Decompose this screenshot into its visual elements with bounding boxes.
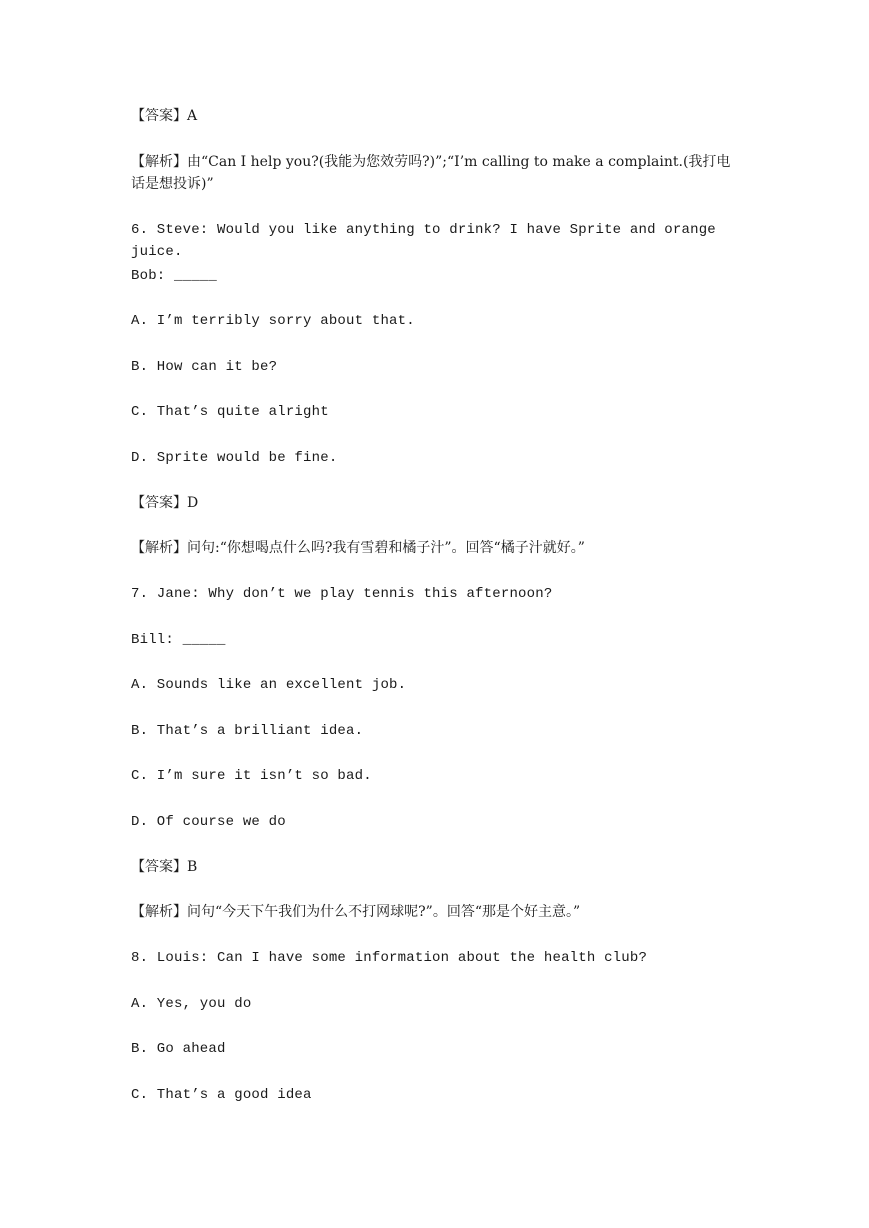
option-d: D. Of course we do bbox=[131, 814, 286, 830]
option-c: C. That’s a good idea bbox=[131, 1087, 312, 1103]
question-6: 6. Steve: Would you like anything to drink? I have Sprite and orange juice. bbox=[131, 222, 725, 260]
answer-label: 【答案】D bbox=[131, 495, 199, 511]
option-c: C. I’m sure it isn’t so bad. bbox=[131, 768, 372, 784]
option-a: A. Sounds like an excellent job. bbox=[131, 677, 407, 693]
explanation-text: 【解析】由“Can I help you?(我能为您效劳吗?)”;“I’m calling to make a complaint.(我打电话是想投诉)” bbox=[131, 154, 731, 192]
option-b: B. How can it be? bbox=[131, 359, 278, 375]
explanation-text: 【解析】问句“今天下午我们为什么不打网球呢?”。回答“那是个好主意。” bbox=[131, 904, 581, 920]
question-7: 7. Jane: Why don’t we play tennis this afternoon? bbox=[131, 586, 553, 602]
option-d: D. Sprite would be fine. bbox=[131, 450, 338, 466]
option-a: A. I’m terribly sorry about that. bbox=[131, 313, 415, 329]
response-blank: Bob: _____ bbox=[131, 268, 218, 284]
answer-label: 【答案】B bbox=[131, 859, 198, 875]
option-b: B. Go ahead bbox=[131, 1041, 226, 1057]
answer-label: 【答案】A bbox=[131, 108, 198, 124]
question-8: 8. Louis: Can I have some information about the health club? bbox=[131, 950, 648, 966]
option-c: C. That’s quite alright bbox=[131, 404, 329, 420]
option-b: B. That’s a brilliant idea. bbox=[131, 723, 364, 739]
explanation-text: 【解析】问句:“你想喝点什么吗?我有雪碧和橘子汁”。回答“橘子汁就好。” bbox=[131, 540, 585, 556]
response-blank: Bill: _____ bbox=[131, 632, 226, 648]
option-a: A. Yes, you do bbox=[131, 996, 252, 1012]
